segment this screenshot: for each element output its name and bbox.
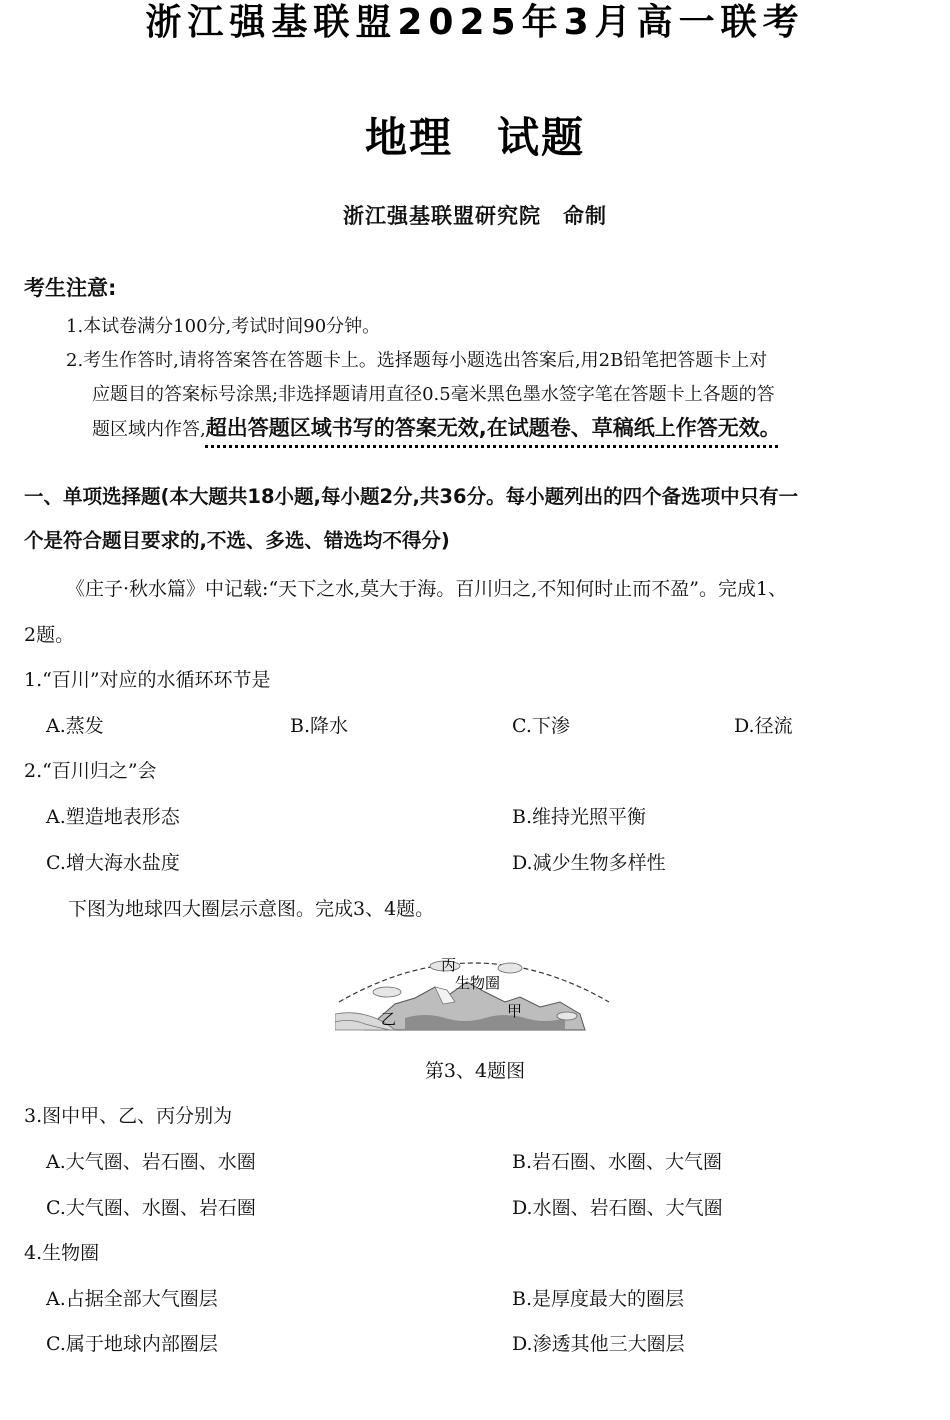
label-biosphere: 生物圈 — [455, 974, 501, 992]
question-1-option-a: A.蒸发 — [46, 715, 104, 737]
exam-title-text: 浙江强基联盟2025年3月高一联考 — [145, 2, 805, 43]
notice-plain-text: 题区域内作答, — [92, 419, 206, 440]
page-subtitle: 浙江强基联盟研究院 命制 — [343, 204, 607, 228]
question-2-option-d: D.减少生物多样性 — [512, 852, 666, 874]
question-4-option-a: A.占据全部大气圈层 — [46, 1288, 218, 1310]
notice-item-2-line-2: 应题目的答案标号涂黑;非选择题请用直径0.5毫米黑色墨水签字笔在答题卡上各题的答 — [92, 384, 775, 405]
cloud-icon — [557, 1012, 577, 1020]
question-3-option-c: C.大气圈、水圈、岩石圈 — [46, 1197, 256, 1219]
cloud-icon — [373, 987, 401, 997]
question-1-option-b: B.降水 — [290, 715, 349, 737]
page-title: 地理 试题 — [364, 113, 585, 162]
question-2-option-c: C.增大海水盐度 — [46, 852, 180, 874]
question-4-stem: 4.生物圈 — [24, 1242, 100, 1264]
label-bing: 丙 — [441, 956, 457, 974]
figure-caption: 第3、4题图 — [424, 1060, 526, 1082]
question-1-option-c: C.下渗 — [512, 715, 570, 737]
notice-item-1: 1.本试卷满分100分,考试时间90分钟。 — [66, 316, 381, 337]
question-4-option-b: B.是厚度最大的圈层 — [512, 1288, 685, 1310]
question-3-option-d: D.水圈、岩石圈、大气圈 — [512, 1197, 723, 1219]
intro-q1-2-line-2: 2题。 — [24, 624, 75, 646]
question-1-stem: 1.“百川”对应的水循环环节是 — [24, 669, 271, 691]
cut-off-exam-title — [0, 0, 950, 64]
question-4-option-d: D.渗透其他三大圈层 — [512, 1333, 685, 1355]
intro-q1-2-line-1: 《庄子·秋水篇》中记载:“天下之水,莫大于海。百川归之,不知何时止而不盈”。完成1、 — [66, 578, 788, 600]
question-2-stem: 2.“百川归之”会 — [24, 760, 157, 782]
question-2-option-b: B.维持光照平衡 — [512, 806, 647, 828]
notice-item-2-line-1: 2.考生作答时,请将答案答在答题卡上。选择题每小题选出答案后,用2B铅笔把答题卡上对 — [66, 350, 768, 371]
section-heading-line-2: 个是符合题目要求的,不选、多选、错选均不得分) — [24, 529, 450, 552]
question-3-option-b: B.岩石圈、水圈、大气圈 — [512, 1151, 723, 1173]
intro-q3-4: 下图为地球四大圈层示意图。完成3、4题。 — [68, 898, 435, 920]
section-heading-line-1: 一、单项选择题(本大题共18小题,每小题2分,共36分。每小题列出的四个备选项中只有一 — [24, 485, 799, 508]
label-jia: 甲 — [507, 1002, 523, 1020]
question-1-option-d: D.径流 — [734, 715, 793, 737]
question-3-option-a: A.大气圈、岩石圈、水圈 — [46, 1151, 256, 1173]
cloud-icon — [498, 963, 522, 973]
question-3-stem: 3.图中甲、乙、丙分别为 — [24, 1105, 233, 1127]
question-2-option-a: A.塑造地表形态 — [46, 806, 180, 828]
notice-emphasis-text: 超出答题区域书写的答案无效,在试题卷、草稿纸上作答无效。 — [205, 416, 781, 440]
earth-spheres-diagram — [335, 942, 613, 1032]
notice-item-2-line-3 — [92, 412, 781, 442]
label-yi: 乙 — [381, 1010, 397, 1028]
notice-heading: 考生注意: — [24, 276, 117, 300]
question-4-option-c: C.属于地球内部圈层 — [46, 1333, 218, 1355]
